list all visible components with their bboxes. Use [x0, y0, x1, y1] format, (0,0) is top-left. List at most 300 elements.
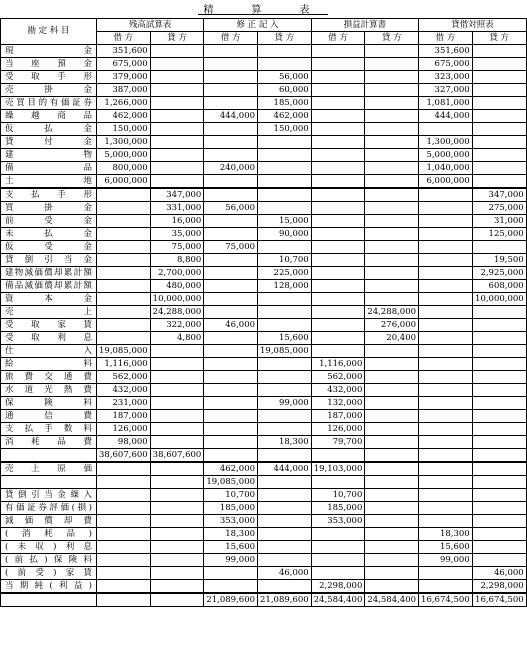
trial-balance-header: 残高試算表: [97, 19, 204, 32]
amount-cell: 675,000: [97, 58, 151, 71]
amount-cell: [472, 97, 526, 110]
table-row: [1, 371, 527, 384]
amount-cell: 38,607,600: [150, 449, 204, 463]
amount-cell: [204, 397, 258, 410]
amount-cell: 444,000: [258, 462, 312, 476]
amount-cell: 1,116,000: [97, 358, 151, 371]
account-name: 未払金: [1, 228, 97, 241]
amount-cell: [419, 306, 473, 319]
amount-cell: 608,000: [472, 280, 526, 293]
amount-cell: [204, 345, 258, 358]
amount-cell: [472, 423, 526, 436]
amount-cell: 1,300,000: [97, 136, 151, 149]
amount-cell: [311, 202, 365, 215]
debit-header: 借 方: [311, 32, 365, 45]
table-row: [1, 149, 527, 162]
amount-cell: [365, 462, 419, 476]
account-name: 水道光熱費: [1, 384, 97, 397]
amount-cell: [150, 436, 204, 449]
table-row: [1, 541, 527, 554]
amount-cell: 16,674,500: [472, 593, 526, 607]
amount-cell: [472, 515, 526, 528]
amount-cell: 240,000: [204, 162, 258, 175]
amount-cell: 24,584,400: [365, 593, 419, 607]
table-row: [1, 84, 527, 97]
amount-cell: [472, 149, 526, 162]
account-name: 仮受金: [1, 241, 97, 254]
amount-cell: 15,600: [258, 332, 312, 345]
amount-cell: [472, 462, 526, 476]
amount-cell: [311, 136, 365, 149]
amount-cell: [204, 215, 258, 228]
amount-cell: [365, 267, 419, 280]
amount-cell: [419, 567, 473, 580]
amount-cell: [204, 436, 258, 449]
amount-cell: [204, 188, 258, 202]
amount-cell: 462,000: [204, 462, 258, 476]
amount-cell: [365, 567, 419, 580]
table-row: [1, 254, 527, 267]
account-name: 現 金: [1, 45, 97, 58]
account-name: 売上: [1, 306, 97, 319]
account-name: 前受金: [1, 215, 97, 228]
amount-cell: 4,800: [150, 332, 204, 345]
account-name: 繰越商品: [1, 110, 97, 123]
account-name: 買掛金: [1, 202, 97, 215]
amount-cell: [150, 345, 204, 358]
amount-cell: [311, 84, 365, 97]
amount-cell: [311, 280, 365, 293]
amount-cell: 347,000: [472, 188, 526, 202]
account-name: 当座預金: [1, 58, 97, 71]
amount-cell: [204, 228, 258, 241]
amount-cell: [419, 332, 473, 345]
amount-cell: [365, 202, 419, 215]
table-row: [1, 71, 527, 84]
amount-cell: [150, 580, 204, 594]
amount-cell: 187,000: [311, 410, 365, 423]
amount-cell: 225,000: [258, 267, 312, 280]
amount-cell: [258, 358, 312, 371]
amount-cell: [150, 423, 204, 436]
amount-cell: [97, 476, 151, 489]
amount-cell: [365, 254, 419, 267]
worksheet-table: [0, 18, 527, 607]
amount-cell: [258, 136, 312, 149]
amount-cell: 38,607,600: [97, 449, 151, 463]
amount-cell: [150, 489, 204, 502]
amount-cell: 126,000: [311, 423, 365, 436]
account-name: [1, 449, 97, 463]
account-name: 旅費交通費: [1, 371, 97, 384]
amount-cell: 18,300: [258, 436, 312, 449]
amount-cell: [365, 528, 419, 541]
account-name: 受取家賃: [1, 319, 97, 332]
amount-cell: 18,300: [419, 528, 473, 541]
debit-header: 借 方: [204, 32, 258, 45]
amount-cell: [472, 345, 526, 358]
amount-cell: 31,000: [472, 215, 526, 228]
amount-cell: [311, 554, 365, 567]
amount-cell: [311, 541, 365, 554]
account-name: 支払手形: [1, 188, 97, 202]
amount-cell: [204, 267, 258, 280]
credit-header: 貸 方: [150, 32, 204, 45]
amount-cell: [472, 332, 526, 345]
amount-cell: 1,081,000: [419, 97, 473, 110]
amount-cell: 60,000: [258, 84, 312, 97]
table-row: [1, 345, 527, 358]
amount-cell: [311, 319, 365, 332]
amount-cell: 46,000: [204, 319, 258, 332]
amount-cell: [365, 136, 419, 149]
amount-cell: [258, 149, 312, 162]
amount-cell: [150, 162, 204, 175]
amount-cell: [365, 71, 419, 84]
amount-cell: [97, 306, 151, 319]
table-row: [1, 332, 527, 345]
amount-cell: [258, 371, 312, 384]
amount-cell: 5,000,000: [419, 149, 473, 162]
amount-cell: [311, 449, 365, 463]
amount-cell: 16,000: [150, 215, 204, 228]
amount-cell: [365, 110, 419, 123]
credit-header: 貸 方: [472, 32, 526, 45]
amount-cell: [472, 58, 526, 71]
amount-cell: 75,000: [204, 241, 258, 254]
table-row: [1, 280, 527, 293]
amount-cell: [311, 45, 365, 58]
table-row: [1, 397, 527, 410]
account-name: [1, 593, 97, 607]
table-row: [1, 489, 527, 502]
amount-cell: [97, 567, 151, 580]
amount-cell: [204, 97, 258, 110]
table-row: [1, 188, 527, 202]
amount-cell: [472, 162, 526, 175]
amount-cell: 187,000: [97, 410, 151, 423]
account-name: (前受)家賃: [1, 567, 97, 580]
amount-cell: [365, 215, 419, 228]
amount-cell: [419, 241, 473, 254]
account-name: 有価証券評価(損): [1, 502, 97, 515]
amount-cell: 353,000: [204, 515, 258, 528]
amount-cell: [419, 358, 473, 371]
amount-cell: [419, 228, 473, 241]
amount-cell: [365, 149, 419, 162]
amount-cell: [419, 423, 473, 436]
amount-cell: 10,000,000: [150, 293, 204, 306]
amount-cell: [150, 397, 204, 410]
amount-cell: [311, 71, 365, 84]
amount-cell: 150,000: [97, 123, 151, 136]
amount-cell: [311, 267, 365, 280]
amount-cell: [258, 319, 312, 332]
amount-cell: [97, 188, 151, 202]
amount-cell: [204, 449, 258, 463]
amount-cell: [311, 97, 365, 110]
amount-cell: [365, 384, 419, 397]
table-row: [1, 436, 527, 449]
amount-cell: 276,000: [365, 319, 419, 332]
amount-cell: [311, 175, 365, 189]
amount-cell: 10,700: [311, 489, 365, 502]
amount-cell: [472, 449, 526, 463]
amount-cell: [311, 215, 365, 228]
table-row: [1, 384, 527, 397]
amount-cell: [204, 332, 258, 345]
amount-cell: [97, 580, 151, 594]
amount-cell: 331,000: [150, 202, 204, 215]
amount-cell: [419, 502, 473, 515]
amount-cell: [472, 136, 526, 149]
amount-cell: [311, 567, 365, 580]
amount-cell: [258, 384, 312, 397]
account-name: 建物: [1, 149, 97, 162]
amount-cell: [204, 58, 258, 71]
amount-cell: 35,000: [150, 228, 204, 241]
amount-cell: [258, 241, 312, 254]
amount-cell: [365, 436, 419, 449]
amount-cell: [150, 410, 204, 423]
amount-cell: 432,000: [97, 384, 151, 397]
amount-cell: [97, 528, 151, 541]
amount-cell: [204, 45, 258, 58]
amount-cell: [365, 162, 419, 175]
amount-cell: 20,400: [365, 332, 419, 345]
amount-cell: 132,000: [311, 397, 365, 410]
table-row: [1, 410, 527, 423]
amount-cell: [419, 489, 473, 502]
amount-cell: [97, 319, 151, 332]
table-row: [1, 215, 527, 228]
amount-cell: 10,700: [258, 254, 312, 267]
amount-cell: [258, 45, 312, 58]
amount-cell: [204, 149, 258, 162]
account-name: 保険料: [1, 397, 97, 410]
amount-cell: [204, 254, 258, 267]
amount-cell: 562,000: [97, 371, 151, 384]
amount-cell: [311, 528, 365, 541]
amount-cell: [150, 528, 204, 541]
amount-cell: [204, 175, 258, 189]
amount-cell: [365, 358, 419, 371]
amount-cell: 462,000: [97, 110, 151, 123]
amount-cell: 327,000: [419, 84, 473, 97]
account-name: 受取手形: [1, 71, 97, 84]
amount-cell: [150, 358, 204, 371]
account-name: 支払手数料: [1, 423, 97, 436]
table-row: [1, 97, 527, 110]
amount-cell: 275,000: [472, 202, 526, 215]
amount-cell: [204, 384, 258, 397]
amount-cell: [150, 71, 204, 84]
amount-cell: [419, 202, 473, 215]
table-row: [1, 593, 527, 607]
amount-cell: 24,288,000: [150, 306, 204, 319]
amount-cell: 99,000: [258, 397, 312, 410]
amount-cell: 1,116,000: [311, 358, 365, 371]
amount-cell: [258, 489, 312, 502]
table-row: [1, 554, 527, 567]
amount-cell: [311, 228, 365, 241]
amount-cell: [472, 71, 526, 84]
amount-cell: [419, 371, 473, 384]
account-name: 給料: [1, 358, 97, 371]
balance-sheet-header: 貸借対照表: [419, 19, 527, 32]
amount-cell: [472, 123, 526, 136]
amount-cell: [150, 84, 204, 97]
amount-cell: [365, 175, 419, 189]
amount-cell: [365, 345, 419, 358]
amount-cell: [150, 593, 204, 607]
amount-cell: [419, 293, 473, 306]
amount-cell: [311, 476, 365, 489]
amount-cell: 15,600: [204, 541, 258, 554]
amount-cell: 2,298,000: [311, 580, 365, 594]
amount-cell: 5,000,000: [97, 149, 151, 162]
amount-cell: [472, 306, 526, 319]
amount-cell: [97, 462, 151, 476]
amount-cell: [204, 306, 258, 319]
amount-cell: 10,700: [204, 489, 258, 502]
account-name: (前払)保険料: [1, 554, 97, 567]
amount-cell: [97, 293, 151, 306]
amount-cell: 79,700: [311, 436, 365, 449]
amount-cell: [419, 384, 473, 397]
amount-cell: [97, 541, 151, 554]
amount-cell: 1,040,000: [419, 162, 473, 175]
amount-cell: [150, 97, 204, 110]
amount-cell: [311, 188, 365, 202]
amount-cell: [419, 215, 473, 228]
amount-cell: [365, 554, 419, 567]
amount-cell: [97, 554, 151, 567]
table-row: [1, 162, 527, 175]
amount-cell: 379,000: [97, 71, 151, 84]
amount-cell: [311, 123, 365, 136]
amount-cell: 150,000: [258, 123, 312, 136]
amount-cell: [204, 71, 258, 84]
credit-header: 貸 方: [258, 32, 312, 45]
amount-cell: 351,600: [419, 45, 473, 58]
amount-cell: [419, 476, 473, 489]
amount-cell: [150, 136, 204, 149]
amount-cell: 98,000: [97, 436, 151, 449]
amount-cell: 351,600: [97, 45, 151, 58]
amount-cell: [311, 306, 365, 319]
table-row: [1, 515, 527, 528]
amount-cell: 185,000: [258, 97, 312, 110]
amount-cell: [365, 410, 419, 423]
amount-cell: [204, 567, 258, 580]
amount-cell: [472, 554, 526, 567]
amount-cell: [258, 202, 312, 215]
amount-cell: [150, 175, 204, 189]
amount-cell: [472, 371, 526, 384]
table-row: [1, 306, 527, 319]
amount-cell: [97, 254, 151, 267]
table-row: [1, 580, 527, 594]
amount-cell: [97, 202, 151, 215]
amount-cell: [365, 515, 419, 528]
amount-cell: 2,298,000: [472, 580, 526, 594]
amount-cell: 24,584,400: [311, 593, 365, 607]
amount-cell: [97, 280, 151, 293]
amount-cell: [97, 241, 151, 254]
amount-cell: [311, 332, 365, 345]
amount-cell: [204, 136, 258, 149]
amount-cell: [258, 162, 312, 175]
account-header: 勘 定 科 目: [1, 19, 97, 45]
table-row: [1, 567, 527, 580]
amount-cell: 99,000: [419, 554, 473, 567]
amount-cell: 75,000: [150, 241, 204, 254]
amount-cell: [258, 449, 312, 463]
amount-cell: [97, 502, 151, 515]
amount-cell: [472, 397, 526, 410]
amount-cell: [419, 345, 473, 358]
amount-cell: 21,089,600: [258, 593, 312, 607]
amount-cell: [311, 254, 365, 267]
amount-cell: 444,000: [419, 110, 473, 123]
amount-cell: [419, 410, 473, 423]
amount-cell: [472, 528, 526, 541]
amount-cell: 128,000: [258, 280, 312, 293]
amount-cell: [311, 345, 365, 358]
amount-cell: [365, 97, 419, 110]
amount-cell: 126,000: [97, 423, 151, 436]
credit-header: 貸 方: [365, 32, 419, 45]
account-name: 備品減価償却累計額: [1, 280, 97, 293]
account-name: 貸倒引当金繰入: [1, 489, 97, 502]
amount-cell: 444,000: [204, 110, 258, 123]
amount-cell: [258, 502, 312, 515]
amount-cell: 462,000: [258, 110, 312, 123]
amount-cell: [97, 215, 151, 228]
amount-cell: [150, 123, 204, 136]
amount-cell: [365, 580, 419, 594]
amount-cell: [365, 371, 419, 384]
account-name: 消耗品費: [1, 436, 97, 449]
amount-cell: 19,085,000: [204, 476, 258, 489]
amount-cell: [258, 423, 312, 436]
amount-cell: [419, 123, 473, 136]
amount-cell: [365, 476, 419, 489]
amount-cell: 231,000: [97, 397, 151, 410]
table-row: [1, 319, 527, 332]
amount-cell: 8,800: [150, 254, 204, 267]
account-name: 貸倒引当金: [1, 254, 97, 267]
amount-cell: [258, 515, 312, 528]
amount-cell: 6,000,000: [97, 175, 151, 189]
amount-cell: 432,000: [311, 384, 365, 397]
amount-cell: [472, 384, 526, 397]
amount-cell: [472, 410, 526, 423]
adjustments-header: 修 正 記 入: [204, 19, 311, 32]
amount-cell: [472, 541, 526, 554]
amount-cell: [311, 162, 365, 175]
amount-cell: [419, 397, 473, 410]
table-row: [1, 110, 527, 123]
amount-cell: [472, 45, 526, 58]
amount-cell: [150, 110, 204, 123]
title-underline: [198, 14, 328, 15]
amount-cell: [150, 58, 204, 71]
amount-cell: [472, 175, 526, 189]
amount-cell: 99,000: [204, 554, 258, 567]
amount-cell: [150, 149, 204, 162]
